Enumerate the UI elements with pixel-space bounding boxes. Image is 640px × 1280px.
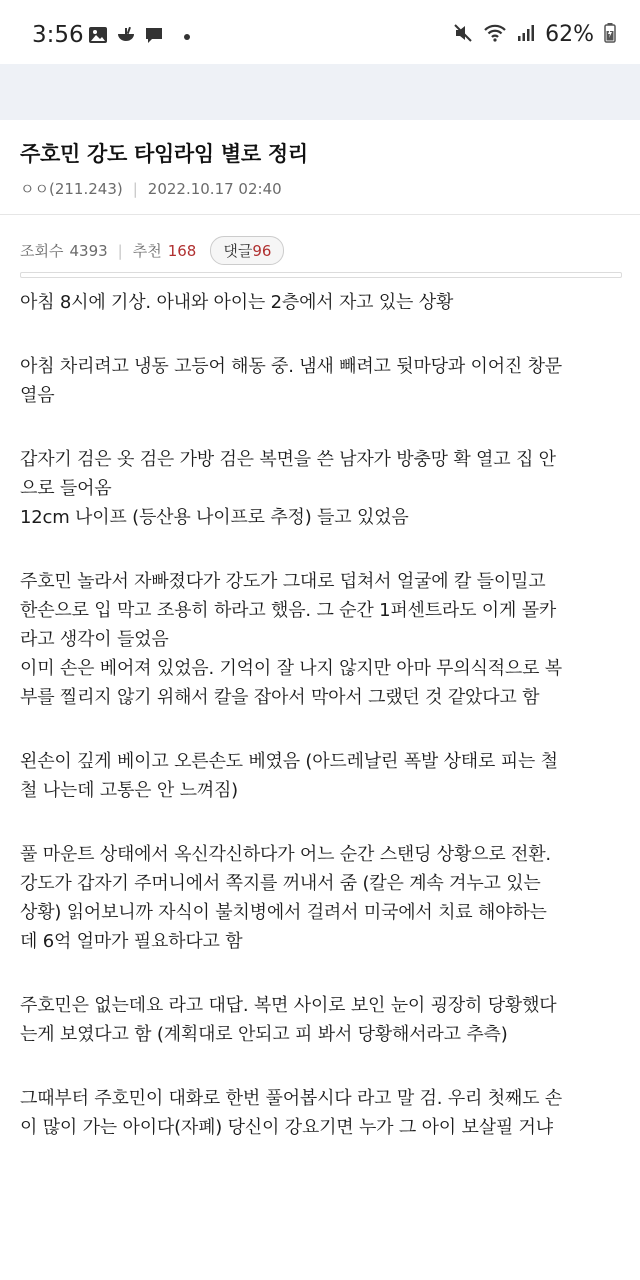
comments-button[interactable]	[210, 236, 284, 265]
post-author[interactable]: ㅇㅇ(211.243)	[20, 180, 123, 198]
post-datetime: 2022.10.17 02:40	[147, 179, 282, 198]
content-top-bar	[20, 272, 622, 278]
header-divider	[0, 214, 640, 215]
gallery-icon	[88, 26, 108, 48]
battery-icon	[604, 23, 616, 47]
comments-count: 96	[252, 242, 272, 260]
notification-icons	[88, 26, 190, 48]
status-time: 3:56	[32, 22, 84, 48]
post-stats	[20, 236, 284, 265]
body-paragraph: 풀 마운트 상태에서 옥신각신하다가 어느 순간 스탠딩 상황으로 전환. 강도가 갑자기 주머니에서 쪽지를 꺼내서 줌 (칼은 계속 겨누고 있는 상황) 읽어보니까 자식이 불치병에서 걸려서 미국에서 치료 해야하는 데 6억 얼마가 필요하다고 함	[20, 844, 551, 952]
body-paragraph: 아침 차리려고 냉동 고등어 해동 중. 냄새 빼려고 뒷마당과 이어진 창문 열음	[20, 356, 562, 406]
system-icons	[453, 22, 616, 47]
battery-percent: 62%	[545, 22, 594, 47]
wifi-icon	[483, 23, 507, 47]
recommend-count: 168	[167, 241, 197, 260]
body-paragraph: 주호민 놀라서 자빠졌다가 강도가 그대로 덥쳐서 얼굴에 칼 들이밀고 한손으로 입 막고 조용히 하라고 했음. 그 순간 1퍼센트라도 이게 몰카 라고 생각이 들었음	[20, 571, 557, 650]
body-paragraph: 왼손이 깊게 베이고 오른손도 베였음 (아드레날린 폭발 상태로 피는 철 철 나는데 고통은 안 느껴짐)	[20, 751, 558, 801]
status-bar	[0, 0, 640, 64]
meta-divider: |	[132, 179, 138, 198]
bowl-icon	[116, 26, 136, 48]
stats-divider: |	[117, 241, 123, 260]
signal-icon	[517, 24, 535, 46]
post-title: 주호민 강도 타임라임 별로 정리	[20, 142, 308, 166]
header-band	[0, 64, 640, 120]
body-paragraph: 갑자기 검은 옷 검은 가방 검은 복면을 쓴 남자가 방충망 확 열고 집 안 으로 들어옴	[20, 449, 556, 499]
body-paragraph: 이미 손은 베어져 있었음. 기억이 잘 나지 않지만 아마 무의식적으로 복 부를 찔리지 않기 위해서 칼을 잡아서 막아서 그랬던 것 같았다고 함	[20, 658, 562, 708]
body-paragraph: 아침 8시에 기상. 아내와 아이는 2층에서 자고 있는 상황	[20, 292, 454, 313]
post-body	[20, 288, 626, 1142]
mute-icon	[453, 23, 473, 47]
chat-icon	[144, 26, 164, 48]
views-label: 조회수	[20, 242, 64, 260]
comments-label: 댓글	[223, 242, 253, 260]
body-paragraph: 12cm 나이프 (등산용 나이프로 추정) 들고 있었음	[20, 507, 409, 528]
recommend-label: 추천	[132, 242, 162, 260]
views-count: 4393	[69, 241, 108, 260]
more-notifications-dot	[184, 34, 190, 40]
post-meta	[20, 178, 282, 199]
body-paragraph: 주호민은 없는데요 라고 대답. 복면 사이로 보인 눈이 굉장히 당황했다 는게 보였다고 함 (계획대로 안되고 피 봐서 당황해서라고 추측)	[20, 995, 557, 1045]
body-paragraph: 그때부터 주호민이 대화로 한번 풀어봅시다 라고 말 검. 우리 첫째도 손 이 많이 가는 아이다(자폐) 당신이 강요기면 누가 그 아이 보살필 거냐	[20, 1088, 562, 1138]
